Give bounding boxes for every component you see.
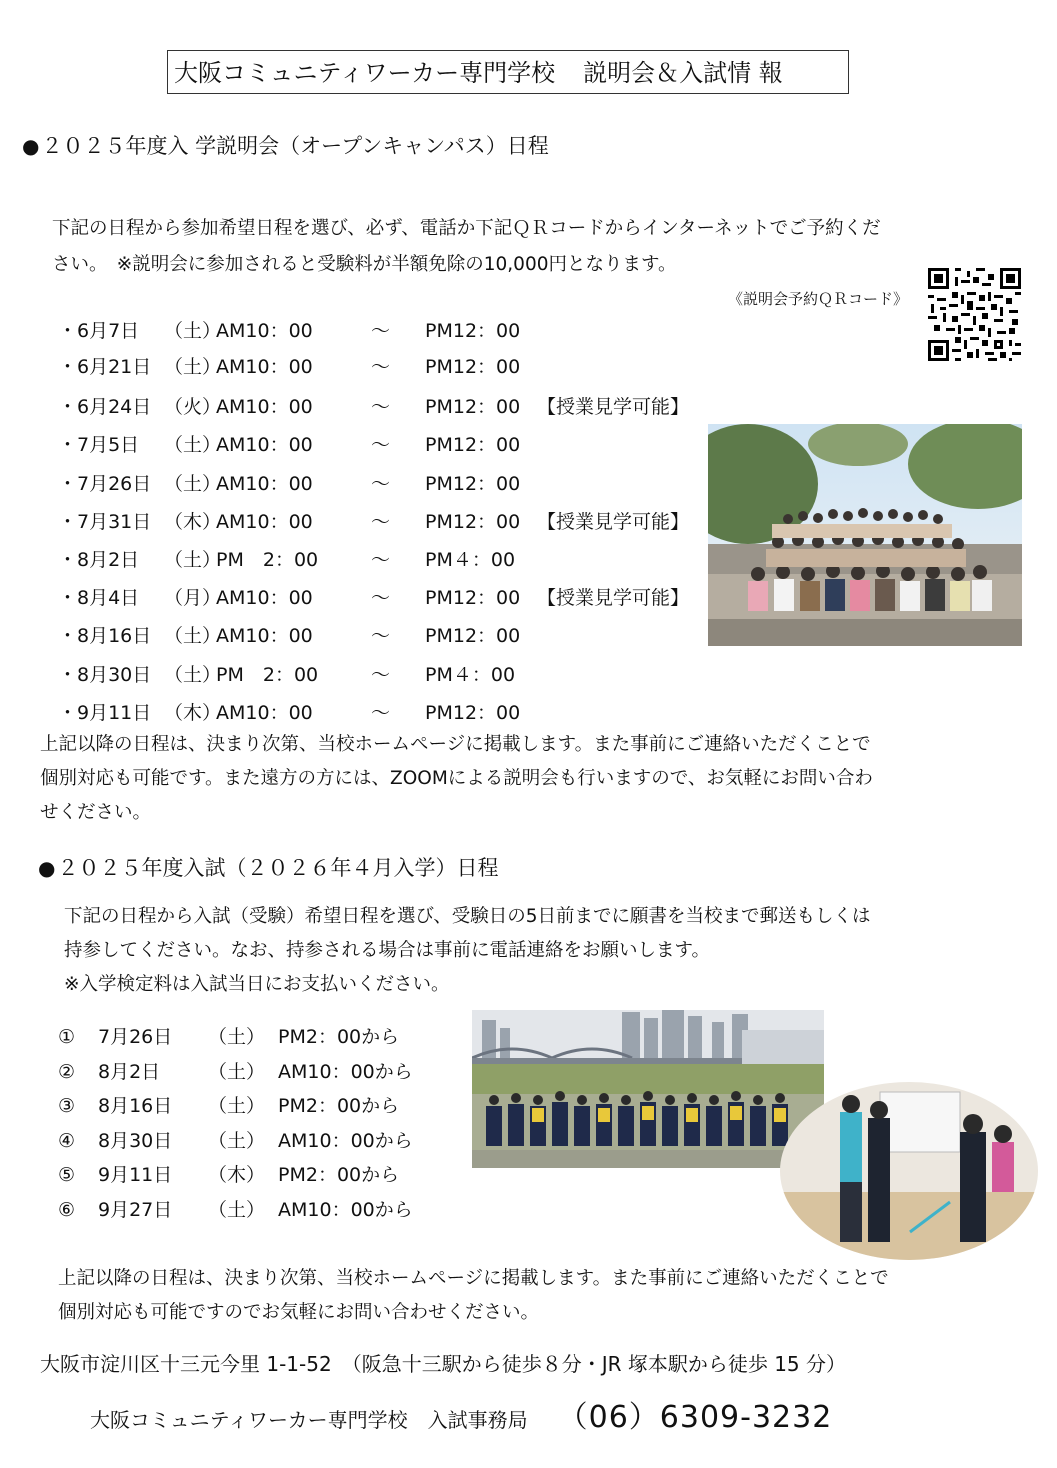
section1-intro-line2: さい。 ※説明会に参加されると受験料が半額免除の10,000円となります。: [52, 254, 677, 275]
exam-row: ⑥ 9月27日 （土） AM10：00から: [58, 1199, 413, 1221]
section2-heading-text: ２０２５年度入試（２０２６年４月入学）日程: [57, 856, 499, 880]
schedule-row: ・8月2日 （土）PM 2：00 ～ PM４：00: [58, 549, 516, 571]
section2-intro-line3: ※入学検定料は入試当日にお支払いください。: [64, 974, 450, 995]
section1-after-line1: 上記以降の日程は、決まり次第、当校ホームページに掲載します。また事前にご連絡いただくことで: [40, 734, 871, 755]
group-photo-image: [708, 424, 1022, 646]
group-photo: [708, 424, 1022, 646]
section1-after-line3: せください。: [40, 802, 152, 823]
exam-row: ② 8月2日 （土） AM10：00から: [58, 1061, 413, 1083]
training-photo-image: [780, 1082, 1038, 1260]
title-info: 説明会＆入試情 報: [583, 59, 783, 87]
section2-intro-line1: 下記の日程から入試（受験）希望日程を選び、受験日の5日前までに願書を当校まで郵送もしくは: [64, 906, 871, 927]
qr-caption: 《説明会予約ＱＲコード》: [728, 290, 909, 308]
exam-row: ① 7月26日 （土） PM2：00から: [58, 1026, 400, 1048]
section1-intro-line1: 下記の日程から参加希望日程を選び、必ず、電話か下記ＱＲコードからインターネットでご予約くだ: [52, 218, 881, 239]
section1-heading: [22, 130, 549, 160]
section2-after-line1: 上記以降の日程は、決まり次第、当校ホームページに掲載します。また事前にご連絡いただくことで: [58, 1268, 889, 1289]
section1-heading-text: ２０２５年度入 学説明会（オープンキャンパス）日程: [41, 134, 549, 158]
riverside-photo-image: [472, 1010, 824, 1168]
schedule-row: ・8月30日 （土）PM 2：00 ～ PM４：00: [58, 664, 516, 686]
schedule-row: ・6月7日 （土）AM10：00 ～ PM12：00: [58, 320, 521, 342]
qr-code[interactable]: [928, 268, 1021, 361]
schedule-row: ・6月21日 （土）AM10：00 ～ PM12：00: [58, 356, 521, 378]
contact-line: [90, 1392, 832, 1436]
exam-row: ④ 8月30日 （土） AM10：00から: [58, 1130, 413, 1152]
schedule-row: ・7月31日 （木）AM10：00 ～ PM12：00 【授業見学可能】: [58, 511, 690, 533]
riverside-photo: [472, 1010, 824, 1168]
office-name: 大阪コミュニティワーカー専門学校 入試事務局: [90, 1408, 528, 1432]
schedule-row: ・8月16日 （土）AM10：00 ～ PM12：00: [58, 625, 521, 647]
schedule-row: ・7月5日 （土）AM10：00 ～ PM12：00: [58, 434, 521, 456]
school-name: 大阪コミュニティワーカー専門学校: [174, 59, 556, 87]
schedule-row: ・9月11日 （木）AM10：00 ～ PM12：00: [58, 702, 521, 724]
schedule-row: ・8月4日 （月）AM10：00 ～ PM12：00 【授業見学可能】: [58, 587, 690, 609]
schedule-row: ・6月24日 （火）AM10：00 ～ PM12：00 【授業見学可能】: [58, 396, 690, 418]
bullet-icon: ●: [22, 134, 40, 158]
page-title: [167, 50, 849, 94]
section2-heading: [38, 852, 498, 882]
address: 大阪市淀川区十三元今里 1-1-52 （阪急十三駅から徒歩８分・JR 塚本駅から徒歩 15 分）: [40, 1352, 847, 1376]
phone-number[interactable]: （06）6309-3232: [557, 1400, 833, 1435]
schedule-row: ・7月26日 （土）AM10：00 ～ PM12：00: [58, 473, 521, 495]
training-photo: [780, 1082, 1038, 1260]
exam-row: ③ 8月16日 （土） PM2：00から: [58, 1095, 400, 1117]
section1-after-line2: 個別対応も可能です。また遠方の方には、ZOOMによる説明会も行いますので、お気軽にお問い合わ: [40, 768, 873, 789]
qr-code-image: [928, 268, 1021, 361]
section2-after-line2: 個別対応も可能ですのでお気軽にお問い合わせください。: [58, 1302, 540, 1323]
exam-row: ⑤ 9月11日 （木） PM2：00から: [58, 1164, 400, 1186]
bullet-icon: ●: [38, 856, 56, 880]
section2-intro-line2: 持参してください。なお、持参される場合は事前に電話連絡をお願いします。: [64, 940, 711, 961]
